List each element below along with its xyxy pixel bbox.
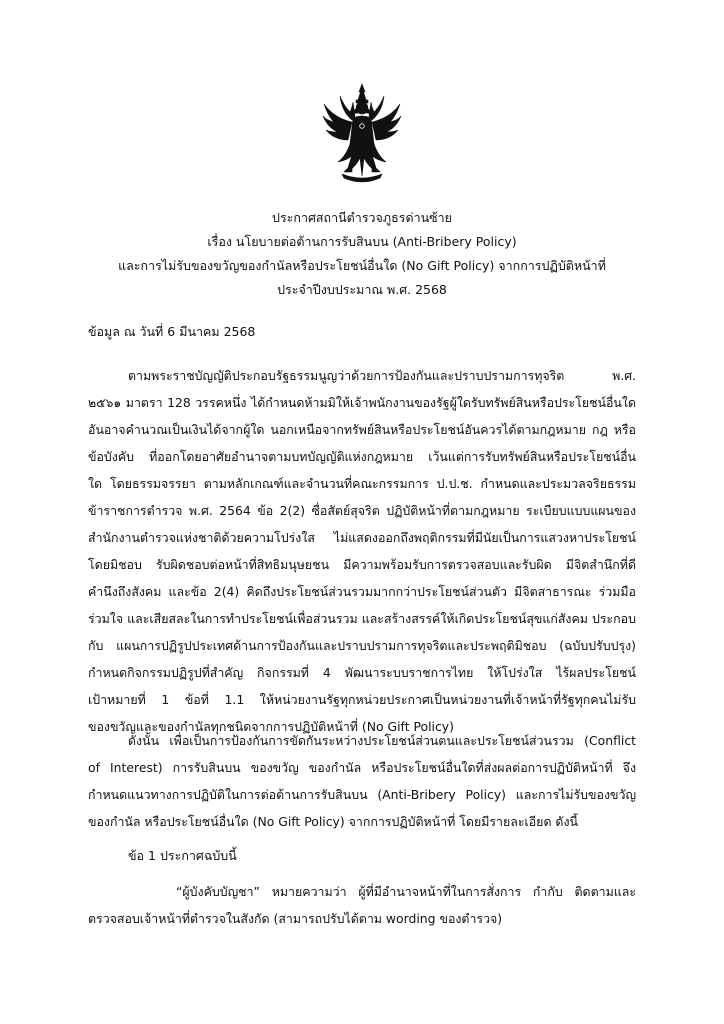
announcement-header [60, 206, 664, 302]
text-line: ๒๕๖๑ มาตรา 128 วรรคหนึ่ง ได้กำหนดห้ามมิให้เจ้าพนักงานของรัฐผู้ใดรับทรัพย์สินหรือประโยชน์อื่นใด [88, 395, 636, 410]
text-line: ใด โดยธรรมจรรยา ตามหลักเกณฑ์และจำนวนที่คณะกรรมการ ป.ป.ช. กำหนดและประมวลจริยธรรม [88, 476, 636, 491]
text-line: ตรวจสอบเจ้าหน้าที่ตำรวจในสังกัด (สามารถปรับได้ตาม wording ของตำรวจ) [88, 911, 503, 926]
dateline: ข้อมูล ณ วันที่ 6 มีนาคม 2568 [88, 324, 256, 339]
header-subject-continued: และการไม่รับของขวัญของกำนัลหรือประโยชน์อื่นใด (No Gift Policy) จากการปฏิบัติหน้าที่ [118, 258, 606, 273]
text-line: กำหนดกิจกรรมปฏิรูปที่สำคัญ กิจกรรมที่ 4 พัฒนาระบบราชการไทย ให้โปร่งใส ไร้ผลประโยชน์ [88, 665, 636, 680]
text-line: of Interest) การรับสินบน ของขวัญ ของกำนัล หรือประโยชน์อื่นใดที่ส่งผลต่อการปฏิบัติหน้าที่ จึง [88, 760, 636, 775]
text-line: ของขวัญและของกำนัลทุกชนิดจากการปฏิบัติหน้าที่ (No Gift Policy) [88, 719, 454, 734]
clause-1-heading: ข้อ 1 ประกาศฉบับนี้ [128, 848, 237, 863]
paragraph-legal-basis [88, 362, 636, 740]
paragraph-policy-purpose [88, 727, 636, 835]
header-subject: เรื่อง นโยบายต่อต้านการรับสินบน (Anti-Bribery Policy) [207, 234, 517, 249]
header-fiscal-year: ประจำปีงบประมาณ พ.ศ. 2568 [277, 282, 447, 297]
text-line: สำนักงานตำรวจแห่งชาติด้วยความโปร่งใส ไม่แสดงออกถึงพฤติกรรมที่มีนัยเป็นการแสวงหาประโยชน์ [88, 530, 636, 545]
text-line: ดังนั้น เพื่อเป็นการป้องกันการขัดกันระหว่างประโยชน์ส่วนตนและประโยชน์ส่วนรวม (Conflict [128, 733, 636, 748]
text-line: โดยมิชอบ รับผิดชอบต่อหน้าที่สิทธิมนุษยชน มีความพร้อมรับการตรวจสอบและรับผิด มีจิตสำนึกที่ดี [88, 557, 636, 572]
paragraph-definition [88, 878, 636, 932]
text-line: คำนึงถึงสังคม และข้อ 2(4) คิดถึงประโยชน์ส่วนรวมมากกว่าประโยชน์ส่วนตัว มีจิตสาธารณะ ร่วมมือ [88, 584, 636, 599]
text-line: เป้าหมายที่ 1 ข้อที่ 1.1 ให้หน่วยงานรัฐทุกหน่วยประกาศเป็นหน่วยงานที่เจ้าหน้าที่รัฐทุกคนไม่รับ [88, 692, 636, 707]
text-line: ข้อบังคับ ที่ออกโดยอาศัยอำนาจตามบทบัญญัติแห่งกฎหมาย เว้นแต่การรับทรัพย์สินหรือประโยชน์อื่น [88, 449, 636, 464]
text-line: กำหนดแนวทางการปฏิบัติในการต่อต้านการรับสินบน (Anti-Bribery Policy) และการไม่รับของขวัญ [88, 787, 636, 802]
text-line: ร่วมใจ และเสียสละในการทำประโยชน์เพื่อส่วนรวม และสร้างสรรค์ให้เกิดประโยชน์สุขแก่สังคม ประกอบ [88, 611, 636, 626]
text-line: ตามพระราชบัญญัติประกอบรัฐธรรมนูญว่าด้วยการป้องกันและปราบปรามการทุจริต พ.ศ. [128, 368, 636, 383]
garuda-emblem-icon [322, 82, 402, 186]
text-line: กับ แผนการปฏิรูปประเทศด้านการป้องกันและปราบปรามการทุจริตและประพฤติมิชอบ (ฉบับปรับปรุง) [88, 638, 636, 653]
text-line: “ผู้บังคับบัญชา” หมายความว่า ผู้ที่มีอำนาจหน้าที่ในการสั่งการ กำกับ ติดตามและ [176, 884, 636, 899]
text-line: ของกำนัล หรือประโยชน์อื่นใด (No Gift Policy) จากการปฏิบัติหน้าที่ โดยมีรายละเอียด ดังนี้ [88, 814, 578, 829]
text-line: อันอาจคำนวณเป็นเงินได้จากผู้ใด นอกเหนือจากทรัพย์สินหรือประโยชน์อันควรได้ตามกฎหมาย กฎ หรือ [88, 422, 636, 437]
text-line: ข้าราชการตำรวจ พ.ศ. 2564 ข้อ 2(2) ซื่อสัตย์สุจริต ปฏิบัติหน้าที่ตามกฎหมาย ระเบียบแบบแผนของ [88, 503, 636, 518]
header-office: ประกาศสถานีตำรวจภูธรด่านซ้าย [272, 210, 452, 225]
